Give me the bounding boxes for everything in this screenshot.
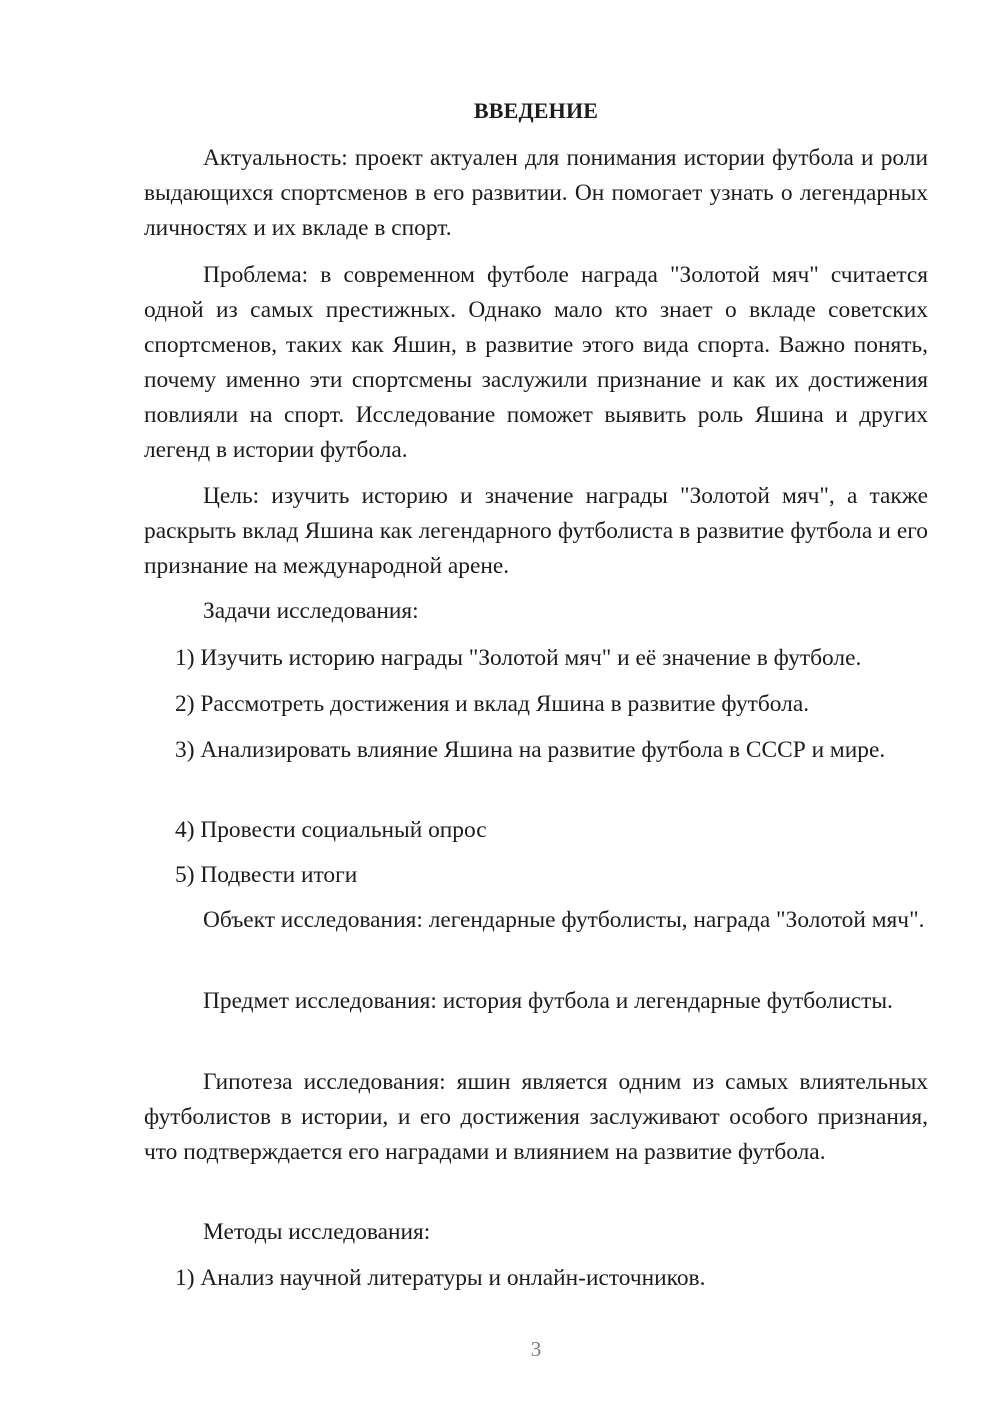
- task-item-4: 4) Провести социальный опрос: [175, 817, 487, 843]
- task-item-1: 1) Изучить историю награды "Золотой мяч" и её значение в футболе.: [175, 645, 862, 671]
- paragraph-hypothesis: Гипотеза исследования: яшин является одним из самых влиятельных футболистов в истории, и его достижения заслуживают особого признания, что подтверждается его наградами и влиянием на развитие футбола.: [144, 1069, 928, 1165]
- method-item-1: 1) Анализ научной литературы и онлайн-источников.: [175, 1265, 706, 1291]
- page-number: 3: [530, 1337, 542, 1361]
- paragraph-methods-heading: Методы исследования:: [203, 1219, 431, 1245]
- task-item-2: 2) Рассмотреть достижения и вклад Яшина в развитие футбола.: [175, 691, 810, 717]
- paragraph-object: Объект исследования: легендарные футболисты, награда "Золотой мяч".: [203, 907, 925, 933]
- paragraph-problem: Проблема: в современном футболе награда "Золотой мяч" считается одной из самых престижных. Однако мало кто знает о вкладе советских спортсменов, таких как Яшин, в развитие этого вида спорта. Важно понять, почему именно эти спортсмены заслужили признание и как их достижения повлияли на спорт. Исследование поможет выявить роль Яшина и других легенд в истории футбола.: [144, 262, 928, 463]
- paragraph-relevance: Актуальность: проект актуален для понимания истории футбола и роли выдающихся спортсменов в его развитии. Он помогает узнать о легендарных личностях и их вкладе в спорт.: [144, 145, 928, 241]
- paragraph-subject: Предмет исследования: история футбола и легендарные футболисты.: [203, 988, 893, 1014]
- task-item-5: 5) Подвести итоги: [175, 862, 358, 888]
- section-heading: ВВЕДЕНИЕ: [473, 98, 599, 123]
- paragraph-goal: Цель: изучить историю и значение награды "Золотой мяч", а также раскрыть вклад Яшина как легендарного футболиста в развитие футбола и его признание на международной арене.: [144, 483, 928, 579]
- paragraph-tasks-heading: Задачи исследования:: [203, 598, 419, 624]
- task-item-3: 3) Анализировать влияние Яшина на развитие футбола в СССР и мире.: [175, 737, 886, 763]
